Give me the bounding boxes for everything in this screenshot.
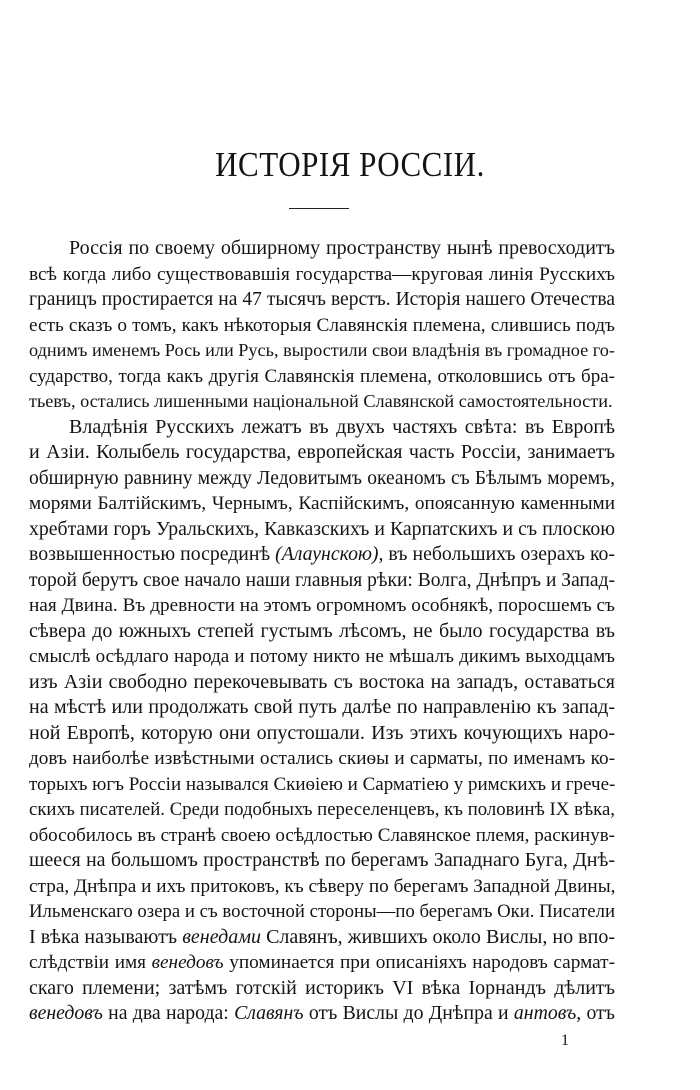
text-segment: морями Балтійскимъ, Чернымъ, Каспійскимъ, опоясанную каменными [29,493,615,514]
text-line [29,721,615,747]
text-segment: слѣдствіи имя [29,952,152,973]
text-segment: Славянъ, жившихъ около Вислы, но впо- [260,925,615,948]
text-segment: и Азіи. Колыбель государства, европейская часть Россіи, занимаетъ [29,441,615,463]
text-line [29,389,615,415]
title-divider [289,208,349,209]
text-segment: на два народа: [102,1002,235,1024]
text-line [29,899,615,925]
text-line [29,976,615,1002]
text-line [29,670,615,696]
text-segment: сударство, тогда какъ другія Славянскія племена, отколовшись отъ бра- [29,365,615,387]
text-line [29,440,615,466]
text-segment: хребтами горъ Уральскихъ, Кавказскихъ и Карпатскихъ и съ плоскою [29,517,615,540]
text-line [29,542,615,568]
text-segment: Россія по своему обширному пространству нынѣ превосходитъ [69,237,615,259]
text-line [29,313,615,339]
text-segment: стра, Днѣпра и ихъ притоковъ, къ сѣверу по берегамъ Западной Двины, [29,875,616,897]
text-line [29,823,615,849]
text-segment: ной Европѣ, которую они опустошали. Изъ этихъ кочующихъ наро- [29,721,615,744]
italic-text: венедами [182,925,261,948]
text-line [29,772,615,798]
text-segment: упоминается при описаніяхъ народовъ сармат- [223,952,615,973]
text-segment: довъ наиболѣе извѣстными остались скиѳы и сарматы, по именамъ ко- [29,748,615,769]
text-line [29,364,615,390]
text-segment: отъ Вислы до Днѣпра и [303,1002,514,1024]
text-segment: всѣ когда либо существовавшія государства—круговая линія Русскихъ [29,263,615,285]
text-line [29,287,615,313]
page-number: 1 [561,1032,569,1049]
text-segment: скихъ писателей. Среди подобныхъ переселенцевъ, къ половинѣ IX вѣка, [29,799,615,820]
text-line [29,517,615,543]
text-line [29,848,615,874]
text-segment: обширную равнину между Ледовитымъ океаномъ съ Бѣлымъ моремъ, [29,467,615,489]
text-line [29,874,615,900]
text-segment: торой берутъ свое начало наши главныя рѣки: Волга, Днѣпръ и Запад- [29,569,615,591]
text-segment: тьевъ, остались лишенными національной Славянской самостоятельности. [29,391,613,411]
italic-text: антовъ [513,1002,577,1024]
text-segment: Ильменскаго озера и съ восточной стороны—по берегамъ Оки. Писатели [29,901,616,922]
text-line [29,338,615,364]
text-line [29,695,615,721]
body-text [29,236,615,1027]
text-line [29,262,615,288]
text-segment: смыслѣ осѣдлаго народа и потому никто не мѣшалъ дикимъ выходцамъ [29,646,615,667]
text-segment: , отъ [576,1002,615,1024]
text-line [29,568,615,594]
text-line [29,950,615,976]
text-line [29,644,615,670]
text-line [29,415,615,441]
italic-text: венедовъ [151,952,224,973]
text-line [29,466,615,492]
text-segment: , въ небольшихъ озерахъ ко- [378,543,616,565]
text-segment: Владѣнія Русскихъ лежатъ въ двухъ частяхъ свѣта: въ Европѣ [69,415,615,438]
text-segment: границъ простирается на 47 тысячъ верстъ. Исторія нашего Отечества [29,289,615,310]
text-segment: на мѣстѣ или продолжать свой путь далѣе по направленію къ запад- [29,696,615,718]
text-line [29,593,615,619]
text-line [29,1001,615,1027]
text-line [29,797,615,823]
text-segment: скаго племени; затѣмъ готскій историкъ VI вѣка Іорнандъ дѣлитъ [29,976,615,999]
text-segment: есть сказъ о томъ, какъ нѣкоторыя Славянскія племена, слившись подъ [29,314,615,336]
text-segment: возвышенностью посрединѣ [29,543,276,565]
italic-text: венедовъ [29,1002,103,1024]
italic-text: Славянъ [234,1002,304,1024]
text-segment: обособилось въ странѣ своею осѣдлостью Славянское племя, раскинув- [29,824,615,846]
text-line [29,619,615,645]
text-segment: I вѣка называютъ [29,925,183,948]
text-line [29,236,615,262]
text-segment: ная Двина. Въ древности на этомъ огромномъ особнякѣ, поросшемъ съ [29,595,615,616]
chapter-title: ИСТОРІЯ РОССІИ. [215,144,485,185]
text-line [29,491,615,517]
text-segment: сѣвера до южныхъ степей густымъ лѣсомъ, не было государства въ [29,619,615,642]
text-segment: шееся на большомъ пространствѣ по берегамъ Западнаго Буга, Днѣ- [29,849,615,871]
text-segment: изъ Азіи свободно перекочевывать съ востока на западъ, оставаться [29,670,615,693]
text-segment: торыхъ югъ Россіи назывался Скиѳіею и Сарматіею у римскихъ и грече- [29,773,616,795]
text-segment: однимъ именемъ Рось или Русь, выростили свои владѣнія въ громадное го- [29,340,615,360]
text-line [29,925,615,951]
italic-text: (Алаунскою) [275,543,379,565]
text-line [29,746,615,772]
